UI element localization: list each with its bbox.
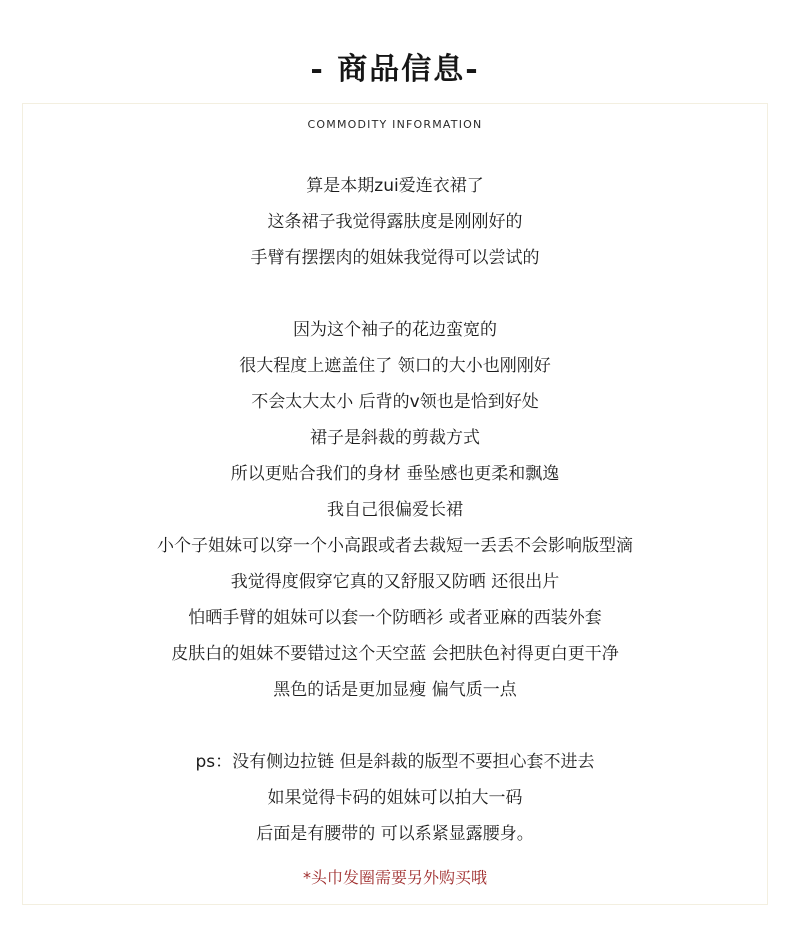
description-line: 算是本期zui爱连衣裙了 — [306, 176, 484, 196]
section-title: - 商品信息- — [310, 52, 480, 87]
description-text — [0, 168, 790, 852]
description-line: 我觉得度假穿它真的又舒服又防晒 还很出片 — [230, 572, 560, 592]
blank-line — [0, 708, 790, 744]
description-line: 裙子是斜裁的剪裁方式 — [310, 428, 480, 448]
description-line: 后面是有腰带的 可以系紧显露腰身。 — [256, 824, 534, 844]
description-line: 我自己很偏爱长裙 — [327, 500, 463, 520]
description-line: 小个子姐妹可以穿一个小高跟或者去裁短一丢丢不会影响版型滴 — [157, 536, 633, 556]
description-line: 所以更贴合我们的身材 垂坠感也更柔和飘逸 — [230, 464, 560, 484]
description-line: ps：没有侧边拉链 但是斜裁的版型不要担心套不进去 — [195, 752, 595, 772]
description-line: 很大程度上遮盖住了 领口的大小也刚刚好 — [239, 356, 551, 376]
description-line: 手臂有摆摆肉的姐妹我觉得可以尝试的 — [250, 248, 540, 268]
description-line: 因为这个袖子的花边蛮宽的 — [293, 320, 497, 340]
section-subtitle: COMMODITY INFORMATION — [307, 118, 483, 131]
description-line: 怕晒手臂的姐妹可以套一个防晒衫 或者亚麻的西装外套 — [188, 608, 602, 628]
description-line: 这条裙子我觉得露肤度是刚刚好的 — [267, 212, 523, 232]
description-line: 皮肤白的姐妹不要错过这个天空蓝 会把肤色衬得更白更干净 — [171, 644, 619, 664]
purchase-note: *头巾发圈需要另外购买哦 — [302, 868, 487, 887]
description-line: 如果觉得卡码的姐妹可以拍大一码 — [267, 788, 523, 808]
blank-line — [0, 276, 790, 312]
description-line: 不会太大太小 后背的v领也是恰到好处 — [251, 392, 539, 412]
description-line: 黑色的话是更加显瘦 偏气质一点 — [273, 680, 517, 700]
